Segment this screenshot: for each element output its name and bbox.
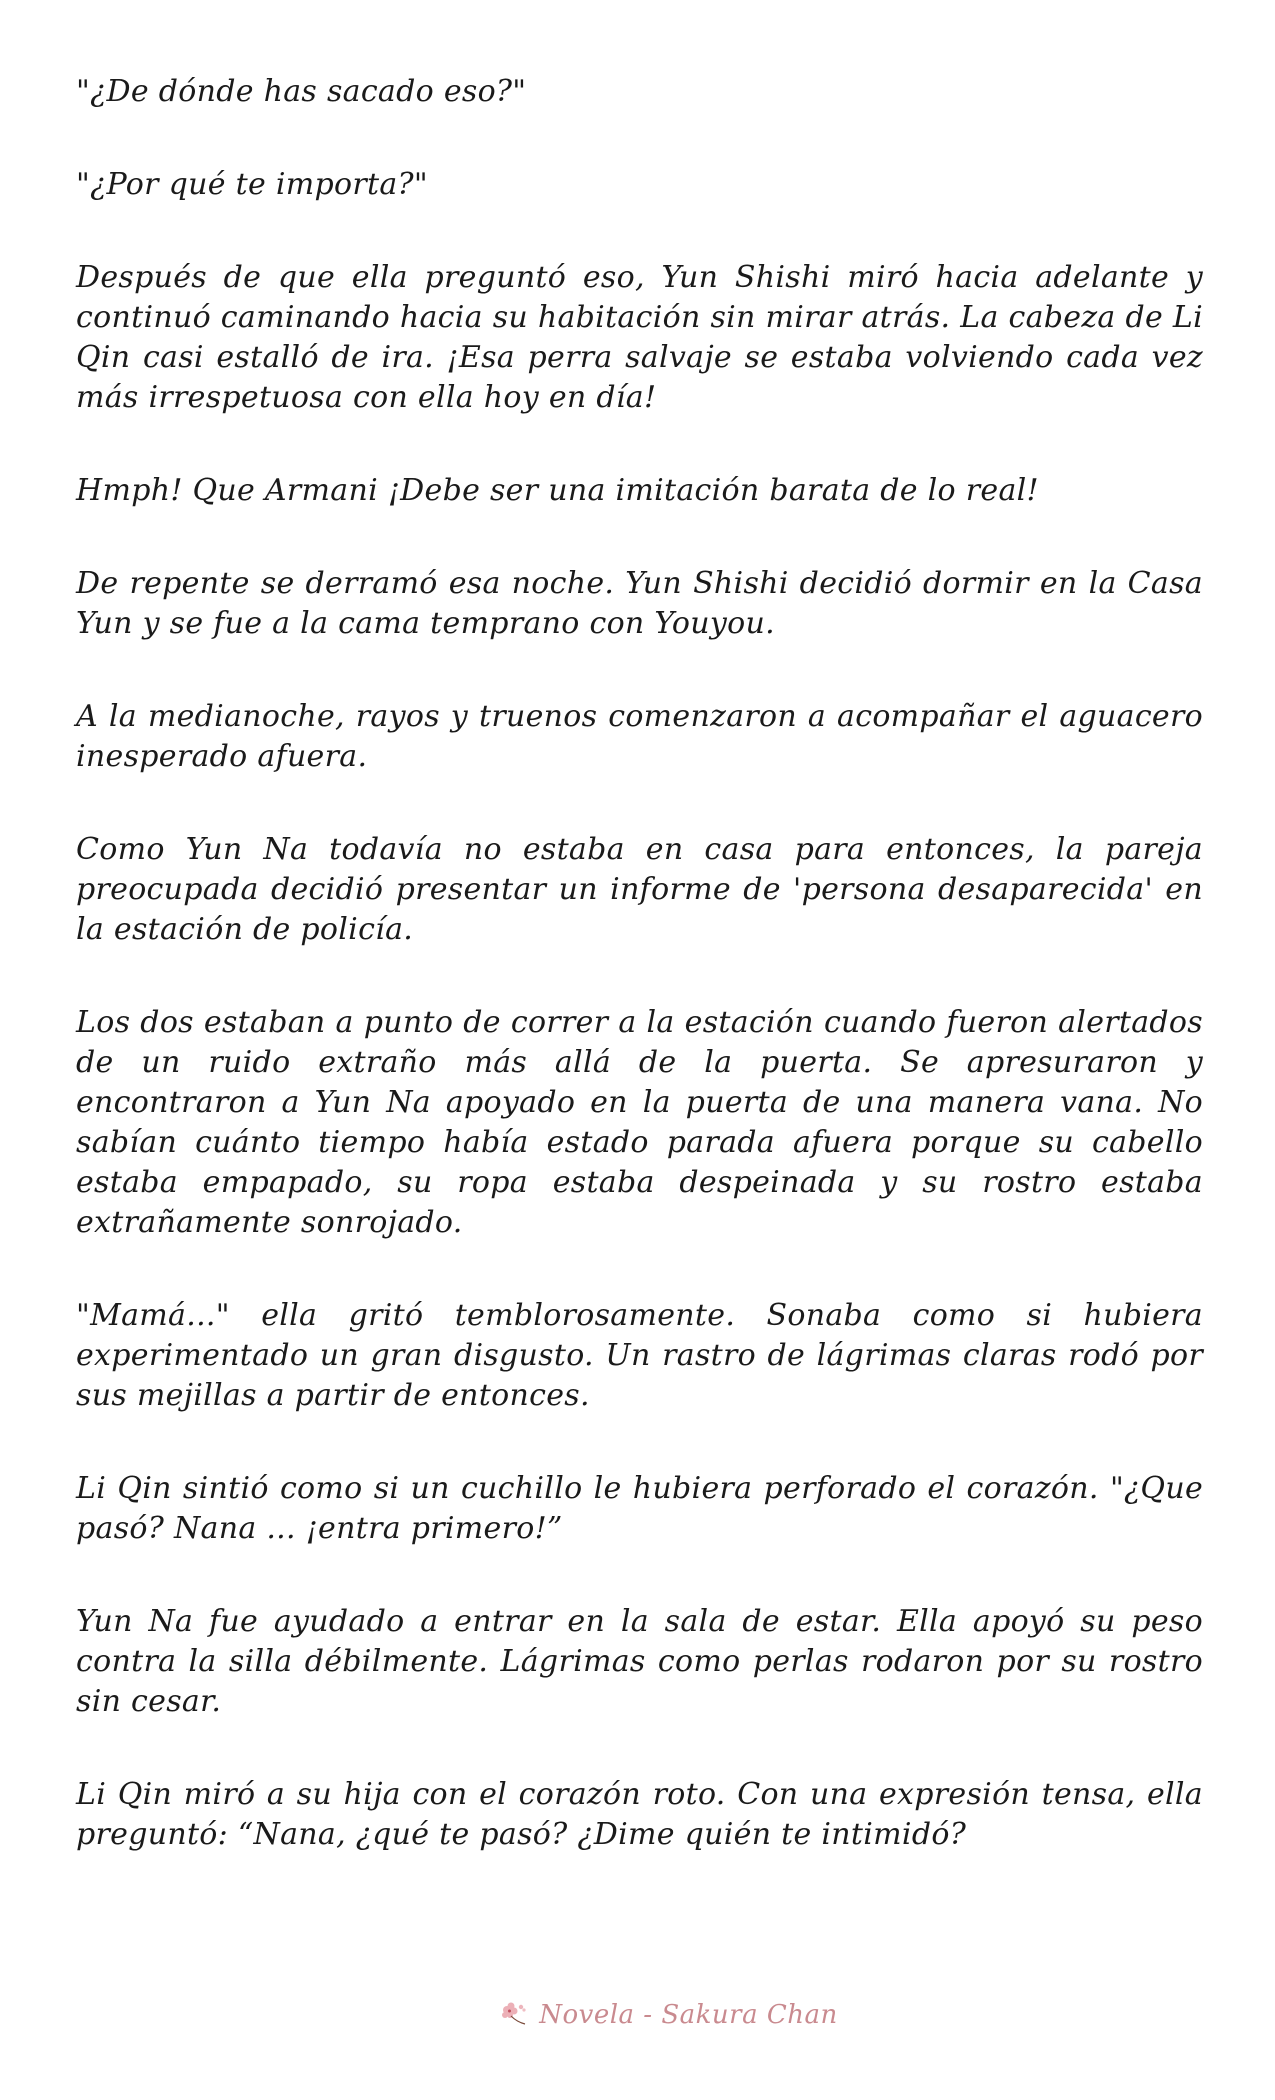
paragraph-7: Como Yun Na todavía no estaba en casa para entonces, la pareja preocupada decidió presentar un informe de 'persona desaparecida' en la estación de policía. [76,832,1203,947]
paragraph-6: A la medianoche, rayos y truenos comenzaron a acompañar el aguacero inesperado afuera. [76,699,1203,774]
watermark-text: Novela - Sakura Chan [539,2000,838,2030]
paragraph-2: "¿Por qué te importa?" [76,167,429,202]
sakura-flower-icon [497,1998,531,2032]
paragraph-9: "Mamá..." ella gritó temblorosamente. Sonaba como si hubiera experimentado un gran disgusto. Un rastro de lágrimas claras rodó por sus mejillas a partir de entonces. [76,1298,1203,1413]
paragraph-4: Hmph! Que Armani ¡Debe ser una imitación barata de lo real! [76,473,1039,508]
paragraph-1: "¿De dónde has sacado eso?" [76,74,527,109]
paragraph-12: Li Qin miró a su hija con el corazón roto. Con una expresión tensa, ella preguntó: “Nana, ¿qué te pasó? ¿Dime quién te intimidó? [76,1777,1203,1852]
paragraph-8: Los dos estaban a punto de correr a la estación cuando fueron alertados de un ruido extraño más allá de la puerta. Se apresuraron y encontraron a Yun Na apoyado en la puerta de una manera vana. No sabían cuánto tiempo había estado parada afuera porque su cabello estaba empapado, su ropa estaba despeinada y su rostro estaba extrañamente sonrojado. [76,1005,1203,1240]
paragraph-11: Yun Na fue ayudado a entrar en la sala de estar. Ella apoyó su peso contra la silla débilmente. Lágrimas como perlas rodaron por su rostro sin cesar. [76,1604,1203,1719]
paragraph-10: Li Qin sintió como si un cuchillo le hubiera perforado el corazón. "¿Que pasó? Nana ... ¡entra primero!” [76,1471,1203,1546]
paragraph-3: Después de que ella preguntó eso, Yun Shishi miró hacia adelante y continuó caminando hacia su habitación sin mirar atrás. La cabeza de Li Qin casi estalló de ira. ¡Esa perra salvaje se estaba volviendo cada vez más irrespetuosa con ella hoy en día! [76,260,1203,415]
watermark-group [497,1998,838,2032]
footer-watermark [0,1985,1275,2045]
paragraph-5: De repente se derramó esa noche. Yun Shishi decidió dormir en la Casa Yun y se fue a la cama temprano con Youyou. [76,566,1203,641]
